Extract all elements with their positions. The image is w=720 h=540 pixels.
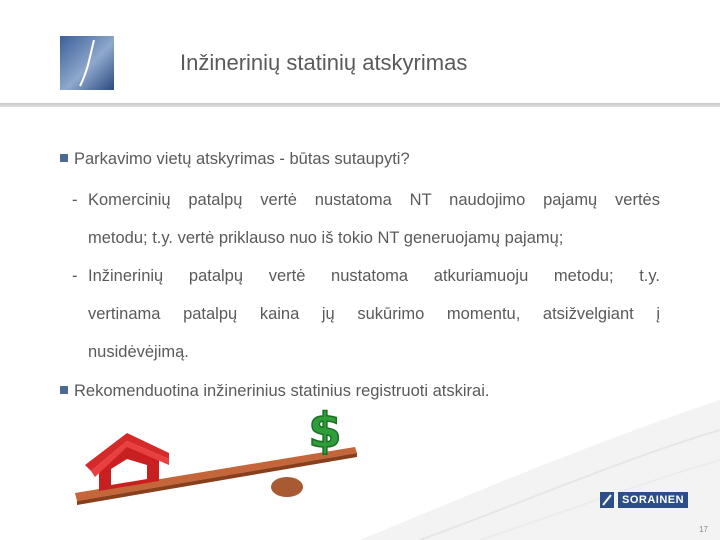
bullet-item bbox=[60, 150, 410, 169]
dollar-icon: $ bbox=[308, 403, 342, 459]
sub-bullet-line: nusidėvėjimą. bbox=[88, 343, 189, 361]
seesaw-illustration bbox=[55, 395, 385, 515]
slide-title: Inžinerinių statinių atskyrimas bbox=[180, 50, 468, 75]
title-divider bbox=[0, 103, 720, 107]
company-logo bbox=[60, 36, 114, 90]
page-number: 17 bbox=[699, 525, 708, 534]
bullet-square-icon bbox=[60, 154, 68, 162]
sub-bullet-line: vertinama patalpų kaina jų sukūrimo momentu, atsižvelgiant į bbox=[88, 305, 660, 323]
sub-bullet-item bbox=[72, 181, 660, 257]
bullet-text: Parkavimo vietų atskyrimas - būtas sutaupyti? bbox=[74, 150, 410, 168]
brand-name: SORAINEN bbox=[618, 492, 688, 508]
background-curves bbox=[360, 380, 720, 540]
brand-mark-icon bbox=[600, 492, 614, 508]
dash-marker: - bbox=[72, 191, 78, 209]
sub-bullet-item bbox=[72, 257, 660, 371]
sub-bullet-line: Komercinių patalpų vertė nustatoma NT naudojimo pajamų vertės bbox=[88, 191, 660, 209]
brand-logo bbox=[600, 490, 688, 510]
bullet-square-icon bbox=[60, 386, 68, 394]
sub-bullet-line: Inžinerinių patalpų vertė nustatoma atkuriamuoju metodu; t.y. bbox=[88, 267, 660, 285]
bullet-text: Rekomenduotina inžinerinius statinius registruoti atskirai. bbox=[74, 382, 490, 400]
sub-bullet-line: metodu; t.y. vertė priklauso nuo iš tokio NT generuojamų pajamų; bbox=[88, 229, 564, 247]
dash-marker: - bbox=[72, 267, 78, 285]
